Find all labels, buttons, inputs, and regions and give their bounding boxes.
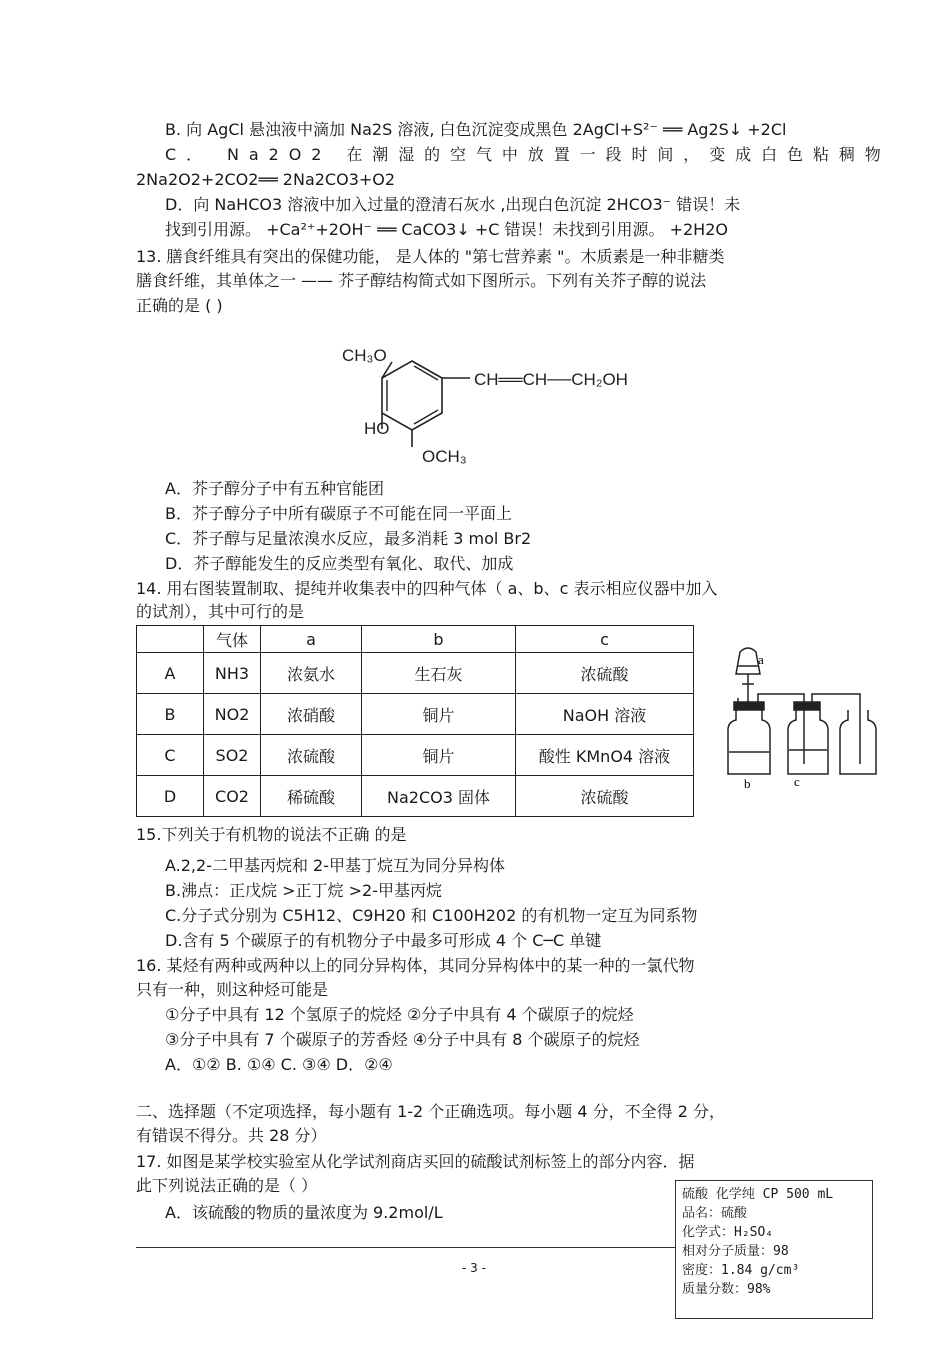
table-cell: 生石灰 xyxy=(362,653,516,694)
footer-divider xyxy=(136,1247,676,1248)
q15-stem: 15.下列关于有机物的说法不正确 的是 xyxy=(136,825,407,844)
table-row xyxy=(137,694,694,735)
methoxy-top-label: CH₃O xyxy=(342,346,387,365)
reagent-label xyxy=(675,1180,873,1319)
reagent-label-line: 硫酸 化学纯 CP 500 mL xyxy=(682,1187,834,1202)
section2-heading-line2: 有错误不得分。共 28 分） xyxy=(136,1126,327,1145)
label-a: a xyxy=(758,652,764,667)
q17-stem-line2: 此下列说法正确的是（ ） xyxy=(136,1176,318,1195)
table-cell: Na2CO3 固体 xyxy=(362,776,516,817)
table-cell: D xyxy=(137,776,204,817)
reagent-label-line: 质量分数：98% xyxy=(682,1282,771,1297)
table-cell: NaOH 溶液 xyxy=(516,694,694,735)
table-cell: C xyxy=(137,735,204,776)
label-b: b xyxy=(744,776,751,790)
table-cell: B xyxy=(137,694,204,735)
q13-option-a: A．芥子醇分子中有五种官能团 xyxy=(165,479,384,498)
table-cell: 浓硫酸 xyxy=(516,653,694,694)
q13-option-c: C．芥子醇与足量浓溴水反应，最多消耗 3 mol Br2 xyxy=(165,529,532,548)
table-cell: 铜片 xyxy=(362,735,516,776)
q13-option-d: D．芥子醇能发生的反应类型有氧化、取代、加成 xyxy=(165,554,514,573)
q16-stem-line2: 只有一种，则这种烃可能是 xyxy=(136,980,329,999)
q12-option-c-line2: 2Na2O2+2CO2══ 2Na2CO3+O2 xyxy=(136,170,396,189)
table-row xyxy=(137,735,694,776)
header-cell: c xyxy=(516,626,694,653)
q15-option-c: C.分子式分别为 C5H12、C9H20 和 C100H202 的有机物一定互为同系物 xyxy=(165,906,698,925)
table-cell: 铜片 xyxy=(362,694,516,735)
methoxy-bottom-label: OCH₃ xyxy=(422,447,467,466)
gas-table xyxy=(136,625,694,817)
q17-option-a: A．该硫酸的物质的量浓度为 9.2mol/L xyxy=(165,1203,443,1222)
q15-option-d: D.含有 5 个碳原子的有机物分子中最多可形成 4 个 C─C 单键 xyxy=(165,931,602,950)
table-cell: NH3 xyxy=(204,653,261,694)
q12-option-d-line1: D．向 NaHCO3 溶液中加入过量的澄清石灰水 ,出现白色沉淀 2HCO3⁻ 错误！未 xyxy=(165,195,741,214)
q15-option-a: A.2,2-二甲基丙烷和 2-甲基丁烷互为同分异构体 xyxy=(165,856,506,875)
q16-choices: A．①② B. ①④ C. ③④ D．②④ xyxy=(165,1055,393,1074)
reagent-label-line: 品名：硫酸 xyxy=(682,1206,748,1221)
q16-items-line1: ①分子中具有 12 个氢原子的烷烃 ②分子中具有 4 个碳原子的烷烃 xyxy=(165,1005,634,1024)
reagent-label-line: 相对分子质量：98 xyxy=(682,1244,789,1259)
label-c: c xyxy=(794,774,800,789)
apparatus-diagram xyxy=(720,640,880,790)
table-cell: CO2 xyxy=(204,776,261,817)
hydroxy-label: HO xyxy=(364,419,390,438)
section2-heading-line1: 二、选择题（不定项选择，每小题有 1-2 个正确选项。每小题 4 分，不全得 2 分， xyxy=(136,1102,726,1121)
q13-option-b: B．芥子醇分子中所有碳原子不可能在同一平面上 xyxy=(165,504,512,523)
sinapyl-alcohol-structure xyxy=(330,335,660,475)
q14-stem-line2: 的试剂），其中可行的是 xyxy=(136,602,305,621)
table-cell: 稀硫酸 xyxy=(261,776,362,817)
gas-table-header xyxy=(137,626,694,653)
q13-stem-line3: 正确的是 ( ) xyxy=(136,296,223,315)
q12-option-c-line1: C． Na2O2 在潮湿的空气中放置一段时间，变成白色粘稠物 xyxy=(165,145,891,164)
table-cell: 浓氨水 xyxy=(261,653,362,694)
reagent-label-line: 化学式：H₂SO₄ xyxy=(682,1225,774,1240)
reagent-label-line: 密度：1.84 g/cm³ xyxy=(682,1263,800,1278)
q17-stem-line1: 17. 如图是某学校实验室从化学试剂商店买回的硫酸试剂标签上的部分内容．据 xyxy=(136,1152,695,1171)
table-cell: 酸性 KMnO4 溶液 xyxy=(516,735,694,776)
header-cell: 气体 xyxy=(204,626,261,653)
page-number: - 3 - xyxy=(462,1261,486,1275)
table-cell: A xyxy=(137,653,204,694)
table-cell: 浓硫酸 xyxy=(261,735,362,776)
q15-option-b: B.沸点：正戊烷 >正丁烷 >2-甲基丙烷 xyxy=(165,881,443,900)
header-cell: a xyxy=(261,626,362,653)
header-cell: b xyxy=(362,626,516,653)
q16-stem-line1: 16. 某烃有两种或两种以上的同分异构体，其同分异构体中的某一种的一氯代物 xyxy=(136,956,695,975)
table-row xyxy=(137,776,694,817)
q13-stem-line1: 13. 膳食纤维具有突出的保健功能， 是人体的 "第七营养素 "。木质素是一种非糖类 xyxy=(136,247,725,266)
header-cell xyxy=(137,626,204,653)
q13-stem-line2: 膳食纤维，其单体之一 —— 芥子醇结构简式如下图所示。下列有关芥子醇的说法 xyxy=(136,271,707,290)
q12-option-d-line2: 找到引用源。 +Ca²⁺+2OH⁻ ══ CaCO3↓ +C 错误！未找到引用源。 +2H2O xyxy=(165,220,728,239)
q16-items-line2: ③分子中具有 7 个碳原子的芳香烃 ④分子中具有 8 个碳原子的烷烃 xyxy=(165,1030,640,1049)
side-chain-label: CH══CH──CH₂OH xyxy=(474,370,628,389)
q14-stem-line1: 14. 用右图装置制取、提纯并收集表中的四种气体（ a、b、c 表示相应仪器中加入 xyxy=(136,579,718,598)
q12-option-b: B. 向 AgCl 悬浊液中滴加 Na2S 溶液, 白色沉淀变成黑色 2AgCl+S²⁻ ══ Ag2S↓ +2Cl xyxy=(165,120,787,139)
table-cell: 浓硝酸 xyxy=(261,694,362,735)
table-cell: 浓硫酸 xyxy=(516,776,694,817)
table-cell: NO2 xyxy=(204,694,261,735)
table-row xyxy=(137,653,694,694)
table-cell: SO2 xyxy=(204,735,261,776)
